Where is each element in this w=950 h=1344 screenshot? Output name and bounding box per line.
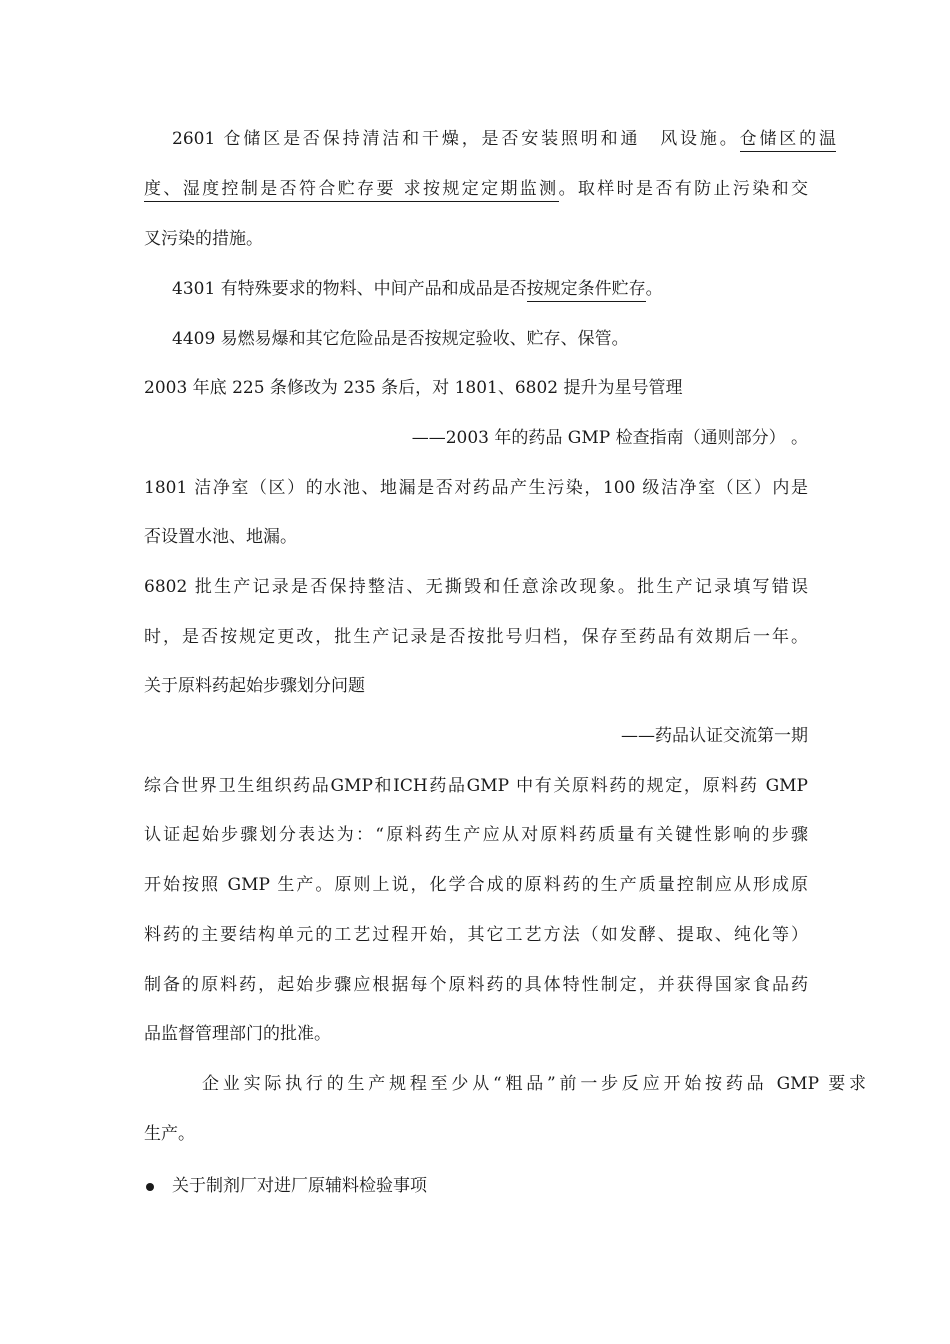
para-1801-line-1: 1801 洁净室（区）的水池、地漏是否对药品产生污染，100 级洁净室（区）内是 bbox=[144, 478, 808, 498]
para-api-line-2: 认证起始步骤划分表达为：“原料药生产应从对原料药质量有关键性影响的步骤 bbox=[144, 825, 808, 845]
underlined-text: 按规定条件贮存 bbox=[527, 279, 646, 302]
underlined-text: 度、湿度控制是否符合贮存要 求按规定定期监测 bbox=[144, 179, 559, 202]
para-4409: 4409 易燃易爆和其它危险品是否按规定验收、贮存、保管。 bbox=[172, 329, 629, 349]
bullet-item bbox=[144, 1171, 427, 1201]
para-enterprise-line-1: 企业实际执行的生产规程至少从“粗品”前一步反应开始按药品 GMP 要求 bbox=[202, 1074, 866, 1094]
bullet-text: 关于制剂厂对进厂原辅料检验事项 bbox=[172, 1176, 427, 1196]
para-2003: 2003 年底 225 条修改为 235 条后，对 1801、6802 提升为星号管理 bbox=[144, 378, 683, 398]
text-run: 2601 仓储区是否保持清洁和干燥，是否安装照明和通 风设施。 bbox=[172, 129, 740, 149]
para-enterprise-line-2: 生产。 bbox=[144, 1124, 195, 1144]
para-api-line-1: 综合世界卫生组织药品GMP和ICH药品GMP 中有关原料药的规定，原料药 GMP bbox=[144, 776, 808, 796]
text-run: 。 bbox=[645, 279, 663, 299]
para-1801-line-2: 否设置水池、地漏。 bbox=[144, 527, 297, 547]
source-certification-exchange: ——药品认证交流第一期 bbox=[621, 726, 808, 746]
para-2601-line-1 bbox=[144, 124, 836, 154]
para-api-line-4: 料药的主要结构单元的工艺过程开始，其它工艺方法（如发酵、提取、纯化等） bbox=[144, 925, 808, 945]
text-run: 4301 有特殊要求的物料、中间产品和成品是否 bbox=[172, 279, 527, 299]
underlined-text: 仓储区的温 bbox=[740, 129, 836, 152]
text-run: 。取样时是否有防止污染和交 bbox=[558, 179, 808, 199]
para-6802-line-2: 时，是否按规定更改，批生产记录是否按批号归档，保存至药品有效期后一年。 bbox=[144, 627, 808, 647]
para-4301 bbox=[144, 274, 836, 304]
topic-heading: 关于原料药起始步骤划分问题 bbox=[144, 676, 365, 696]
para-api-line-6: 品监督管理部门的批准。 bbox=[144, 1024, 331, 1044]
para-api-line-5: 制备的原料药，起始步骤应根据每个原料药的具体特性制定，并获得国家食品药 bbox=[144, 975, 808, 995]
para-6802-line-1: 6802 批生产记录是否保持整洁、无撕毁和任意涂改现象。批生产记录填写错误 bbox=[144, 577, 808, 597]
bullet-dot-icon bbox=[146, 1183, 154, 1191]
para-2601-line-3: 叉污染的措施。 bbox=[144, 229, 263, 249]
para-2601-line-2 bbox=[144, 174, 808, 204]
para-api-line-3: 开始按照 GMP 生产。原则上说，化学合成的原料药的生产质量控制应从形成原 bbox=[144, 875, 808, 895]
source-gmp-guide: ——2003 年的药品 GMP 检查指南（通则部分） 。 bbox=[411, 428, 808, 448]
